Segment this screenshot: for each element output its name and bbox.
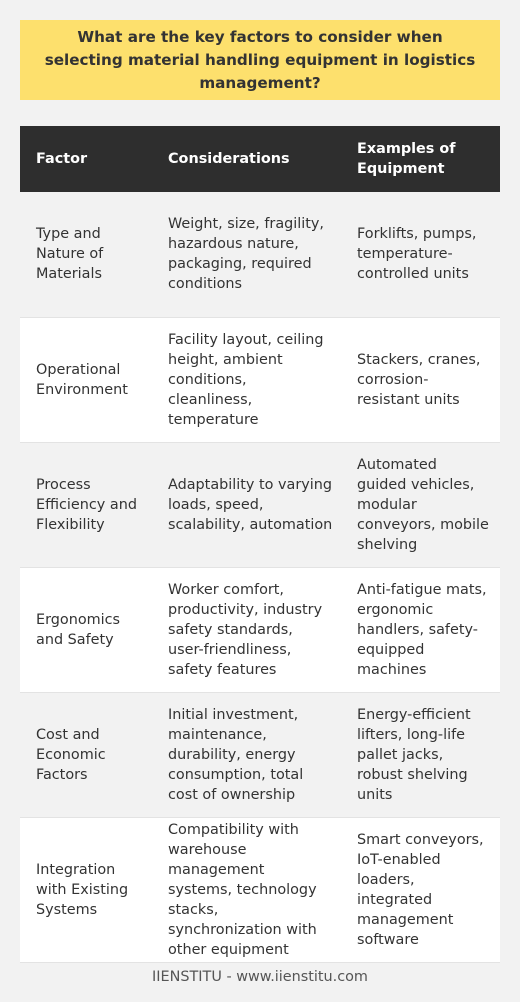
cell-factor: Ergonomics and Safety bbox=[20, 567, 152, 692]
header-considerations: Considerations bbox=[152, 126, 343, 192]
cell-examples: Automated guided vehicles, modular conveyors, mobile shelving bbox=[343, 442, 500, 567]
cell-considerations: Facility layout, ceiling height, ambient conditions, cleanliness, temperature bbox=[152, 317, 343, 442]
cell-considerations: Weight, size, fragility, hazardous nature, packaging, required conditions bbox=[152, 192, 343, 317]
cell-examples: Energy-efficient lifters, long-life pallet jacks, robust shelving units bbox=[343, 692, 500, 817]
cell-factor: Cost and Economic Factors bbox=[20, 692, 152, 817]
header-examples: Examples of Equipment bbox=[343, 126, 500, 192]
cell-factor: Process Efficiency and Flexibility bbox=[20, 442, 152, 567]
cell-examples: Smart conveyors, IoT-enabled loaders, integrated management software bbox=[343, 817, 500, 962]
cell-factor: Type and Nature of Materials bbox=[20, 192, 152, 317]
cell-considerations: Compatibility with warehouse management systems, technology stacks, synchronization with other equipment bbox=[152, 817, 343, 962]
factors-table bbox=[20, 126, 500, 963]
cell-examples: Forklifts, pumps, temperature-controlled units bbox=[343, 192, 500, 317]
cell-factor: Integration with Existing Systems bbox=[20, 817, 152, 962]
cell-considerations: Worker comfort, productivity, industry safety standards, user-friendliness, safety features bbox=[152, 567, 343, 692]
cell-examples: Stackers, cranes, corrosion-resistant units bbox=[343, 317, 500, 442]
page-title: What are the key factors to consider when selecting material handling equipment in logistics management? bbox=[44, 27, 476, 92]
cell-considerations: Initial investment, maintenance, durability, energy consumption, total cost of ownership bbox=[152, 692, 343, 817]
table-row bbox=[20, 567, 500, 692]
header-factor: Factor bbox=[20, 126, 152, 192]
footer-credit: IIENSTITU - www.iienstitu.com bbox=[152, 969, 368, 985]
table-header-row bbox=[20, 126, 500, 192]
table-row bbox=[20, 692, 500, 817]
table-row bbox=[20, 192, 500, 317]
table-row bbox=[20, 442, 500, 567]
cell-examples: Anti-fatigue mats, ergonomic handlers, safety-equipped machines bbox=[343, 567, 500, 692]
cell-considerations: Adaptability to varying loads, speed, scalability, automation bbox=[152, 442, 343, 567]
title-banner bbox=[20, 20, 500, 100]
table-row bbox=[20, 317, 500, 442]
table-row bbox=[20, 817, 500, 962]
cell-factor: Operational Environment bbox=[20, 317, 152, 442]
